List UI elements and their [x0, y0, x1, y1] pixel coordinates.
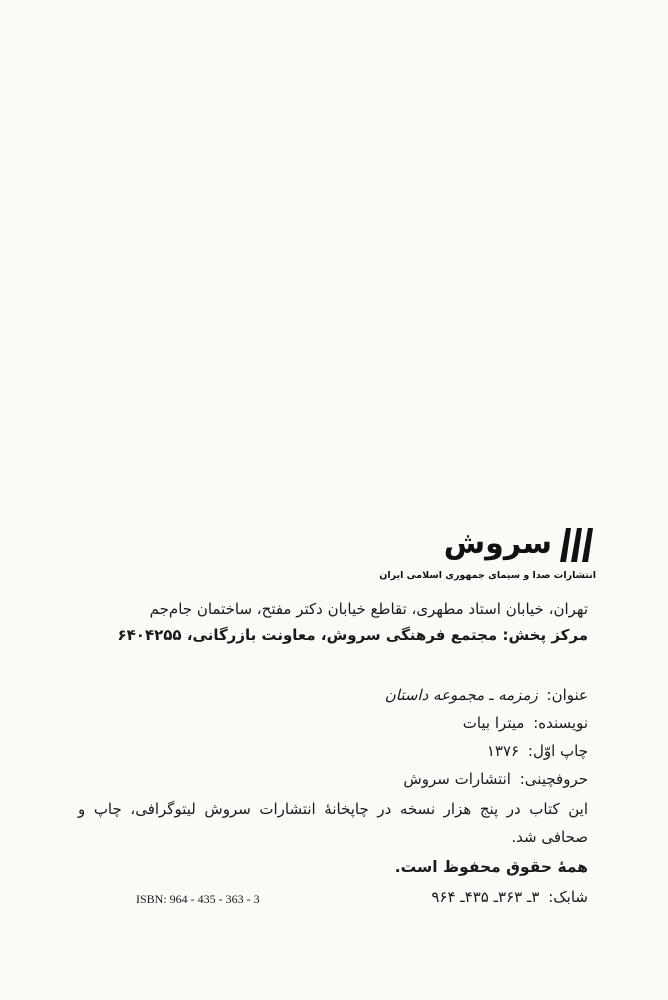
author-label: نویسنده: — [533, 714, 588, 732]
typesetting-label: حروفچینی: — [519, 770, 588, 788]
distribution-center: مرکز پخش: مجتمع فرهنگی سروش، معاونت بازرگانی، ۶۴۰۴۲۵۵ — [117, 626, 588, 644]
typesetting-value: انتشارات سروش — [403, 770, 511, 788]
author-line — [463, 712, 588, 734]
publisher-name: سروش — [443, 526, 552, 561]
book-title-line — [385, 684, 588, 706]
isbn-latin: ISBN: 964 - 435 - 363 - 3 — [136, 892, 260, 906]
printing-note-line1: این کتاب در پنج هزار نسخه در چاپخانهٔ انتشارات سروش لیتوگرافی، چاپ و — [78, 800, 588, 818]
isbn-label: شابک: — [548, 888, 588, 906]
edition-label: چاپ اوّل: — [527, 742, 588, 760]
typesetting-line — [403, 768, 588, 790]
edition-value: ۱۳۷۶ — [486, 742, 520, 760]
publisher-block — [379, 518, 596, 588]
printing-note-line2: صحافی شد. — [511, 828, 588, 846]
isbn-persian-line — [431, 886, 588, 908]
rights-reserved: همهٔ حقوق محفوظ است. — [394, 858, 588, 876]
publisher-tagline: انتشارات صدا و سیمای جمهوری اسلامی ایران — [379, 570, 596, 581]
title-label: عنوان: — [546, 686, 588, 704]
soroush-logo-icon — [558, 522, 594, 566]
title-value: زمزمه ـ مجموعه داستان — [384, 686, 538, 704]
author-value: میترا بیات — [462, 714, 525, 732]
edition-line — [487, 740, 588, 762]
publisher-address: تهران، خیابان استاد مطهری، تقاطع خیابان دکتر مفتح، ساختمان جام‌جم — [149, 600, 588, 618]
isbn-persian-value: ۳ـ ۳۶۳ـ ۴۳۵ـ ۹۶۴ — [431, 888, 540, 906]
